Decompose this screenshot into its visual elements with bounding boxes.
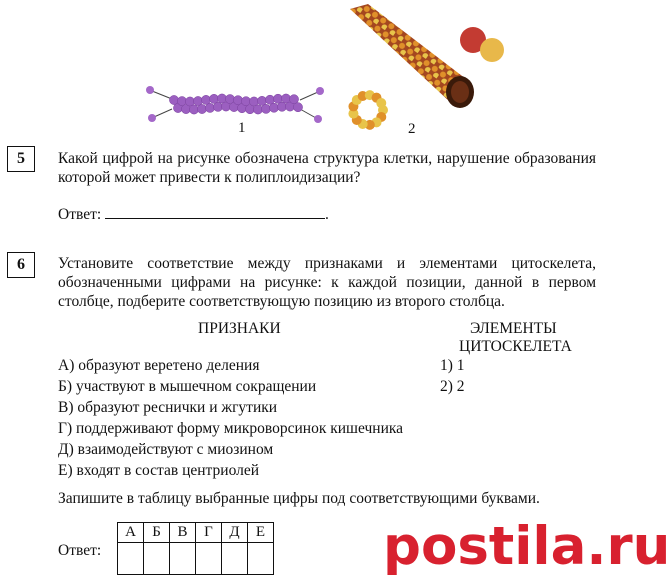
answer-cell[interactable]	[248, 543, 274, 575]
actin-bead	[261, 104, 270, 113]
feature-item: Д) взаимодействуют с миозином	[58, 441, 274, 458]
actin-bead	[205, 103, 214, 112]
table-instruction: Запишите в таблицу выбранные цифры под соответствующими буквами.	[58, 490, 540, 507]
table-header-cell: Д	[222, 523, 248, 543]
tubulin-subunit	[376, 98, 386, 108]
question-5-text: Какой цифрой на рисунке обозначена структура клетки, нарушение образования которой может привести к полиплоидизации?	[58, 150, 596, 186]
feature-item: Б) участвуют в мышечном сокращении	[58, 378, 317, 395]
filament-end-ball	[146, 86, 154, 94]
table-header-cell: А	[118, 523, 144, 543]
cytoskeleton-figure	[0, 0, 604, 140]
watermark: postila.ru	[383, 516, 670, 577]
filament-end-ball	[314, 115, 322, 123]
question-5-number: 5	[7, 146, 35, 172]
question-6-text: Установите соответствие между признаками и элементами цитоскелета, обозначенными цифрами на рисунке: к каждой позиции, данной в первом столбце, подберите соответствующую позицию из второго столбца.	[58, 255, 596, 310]
question-6-number: 6	[7, 252, 35, 278]
element-item: 2) 2	[440, 378, 465, 395]
answer-cell[interactable]	[222, 543, 248, 575]
filament-beads	[169, 94, 302, 114]
ring-cross-section	[348, 90, 388, 130]
filament-end-ball	[316, 87, 324, 95]
tubulin-yellow	[480, 38, 504, 62]
answer-label: Ответ:	[58, 206, 102, 223]
table-header-cell: Б	[144, 523, 170, 543]
element-item: 1) 1	[440, 357, 465, 374]
column-header-elements-1: ЭЛЕМЕНТЫ	[470, 320, 557, 337]
feature-item: А) образуют веретено деления	[58, 357, 260, 374]
actin-bead	[269, 103, 278, 112]
column-header-elements-2: ЦИТОСКЕЛЕТА	[459, 338, 572, 355]
answer-table	[117, 522, 274, 575]
figure-label-2: 2	[408, 121, 416, 137]
filament-end-ball	[148, 114, 156, 122]
table-header-cell: В	[170, 523, 196, 543]
figure-label-1: 1	[238, 120, 246, 136]
table-header-cell: Е	[248, 523, 274, 543]
answer-cell[interactable]	[118, 543, 144, 575]
answer-cell[interactable]	[144, 543, 170, 575]
answer-cell[interactable]	[196, 543, 222, 575]
microtubule-illustration	[330, 4, 530, 136]
feature-item: Е) входят в состав центриолей	[58, 462, 260, 479]
table-header-cell: Г	[196, 523, 222, 543]
feature-item: В) образуют реснички и жгутики	[58, 399, 278, 416]
actin-bead	[197, 104, 206, 113]
column-header-features: ПРИЗНАКИ	[198, 320, 281, 337]
question-5-answer: Ответ: .	[58, 206, 329, 223]
actin-bead	[293, 103, 302, 112]
question-6-answer-label: Ответ:	[58, 542, 102, 559]
answer-cell[interactable]	[170, 543, 196, 575]
feature-item: Г) поддерживают форму микроворсинок кишечника	[58, 420, 404, 437]
answer-blank[interactable]	[105, 205, 325, 219]
